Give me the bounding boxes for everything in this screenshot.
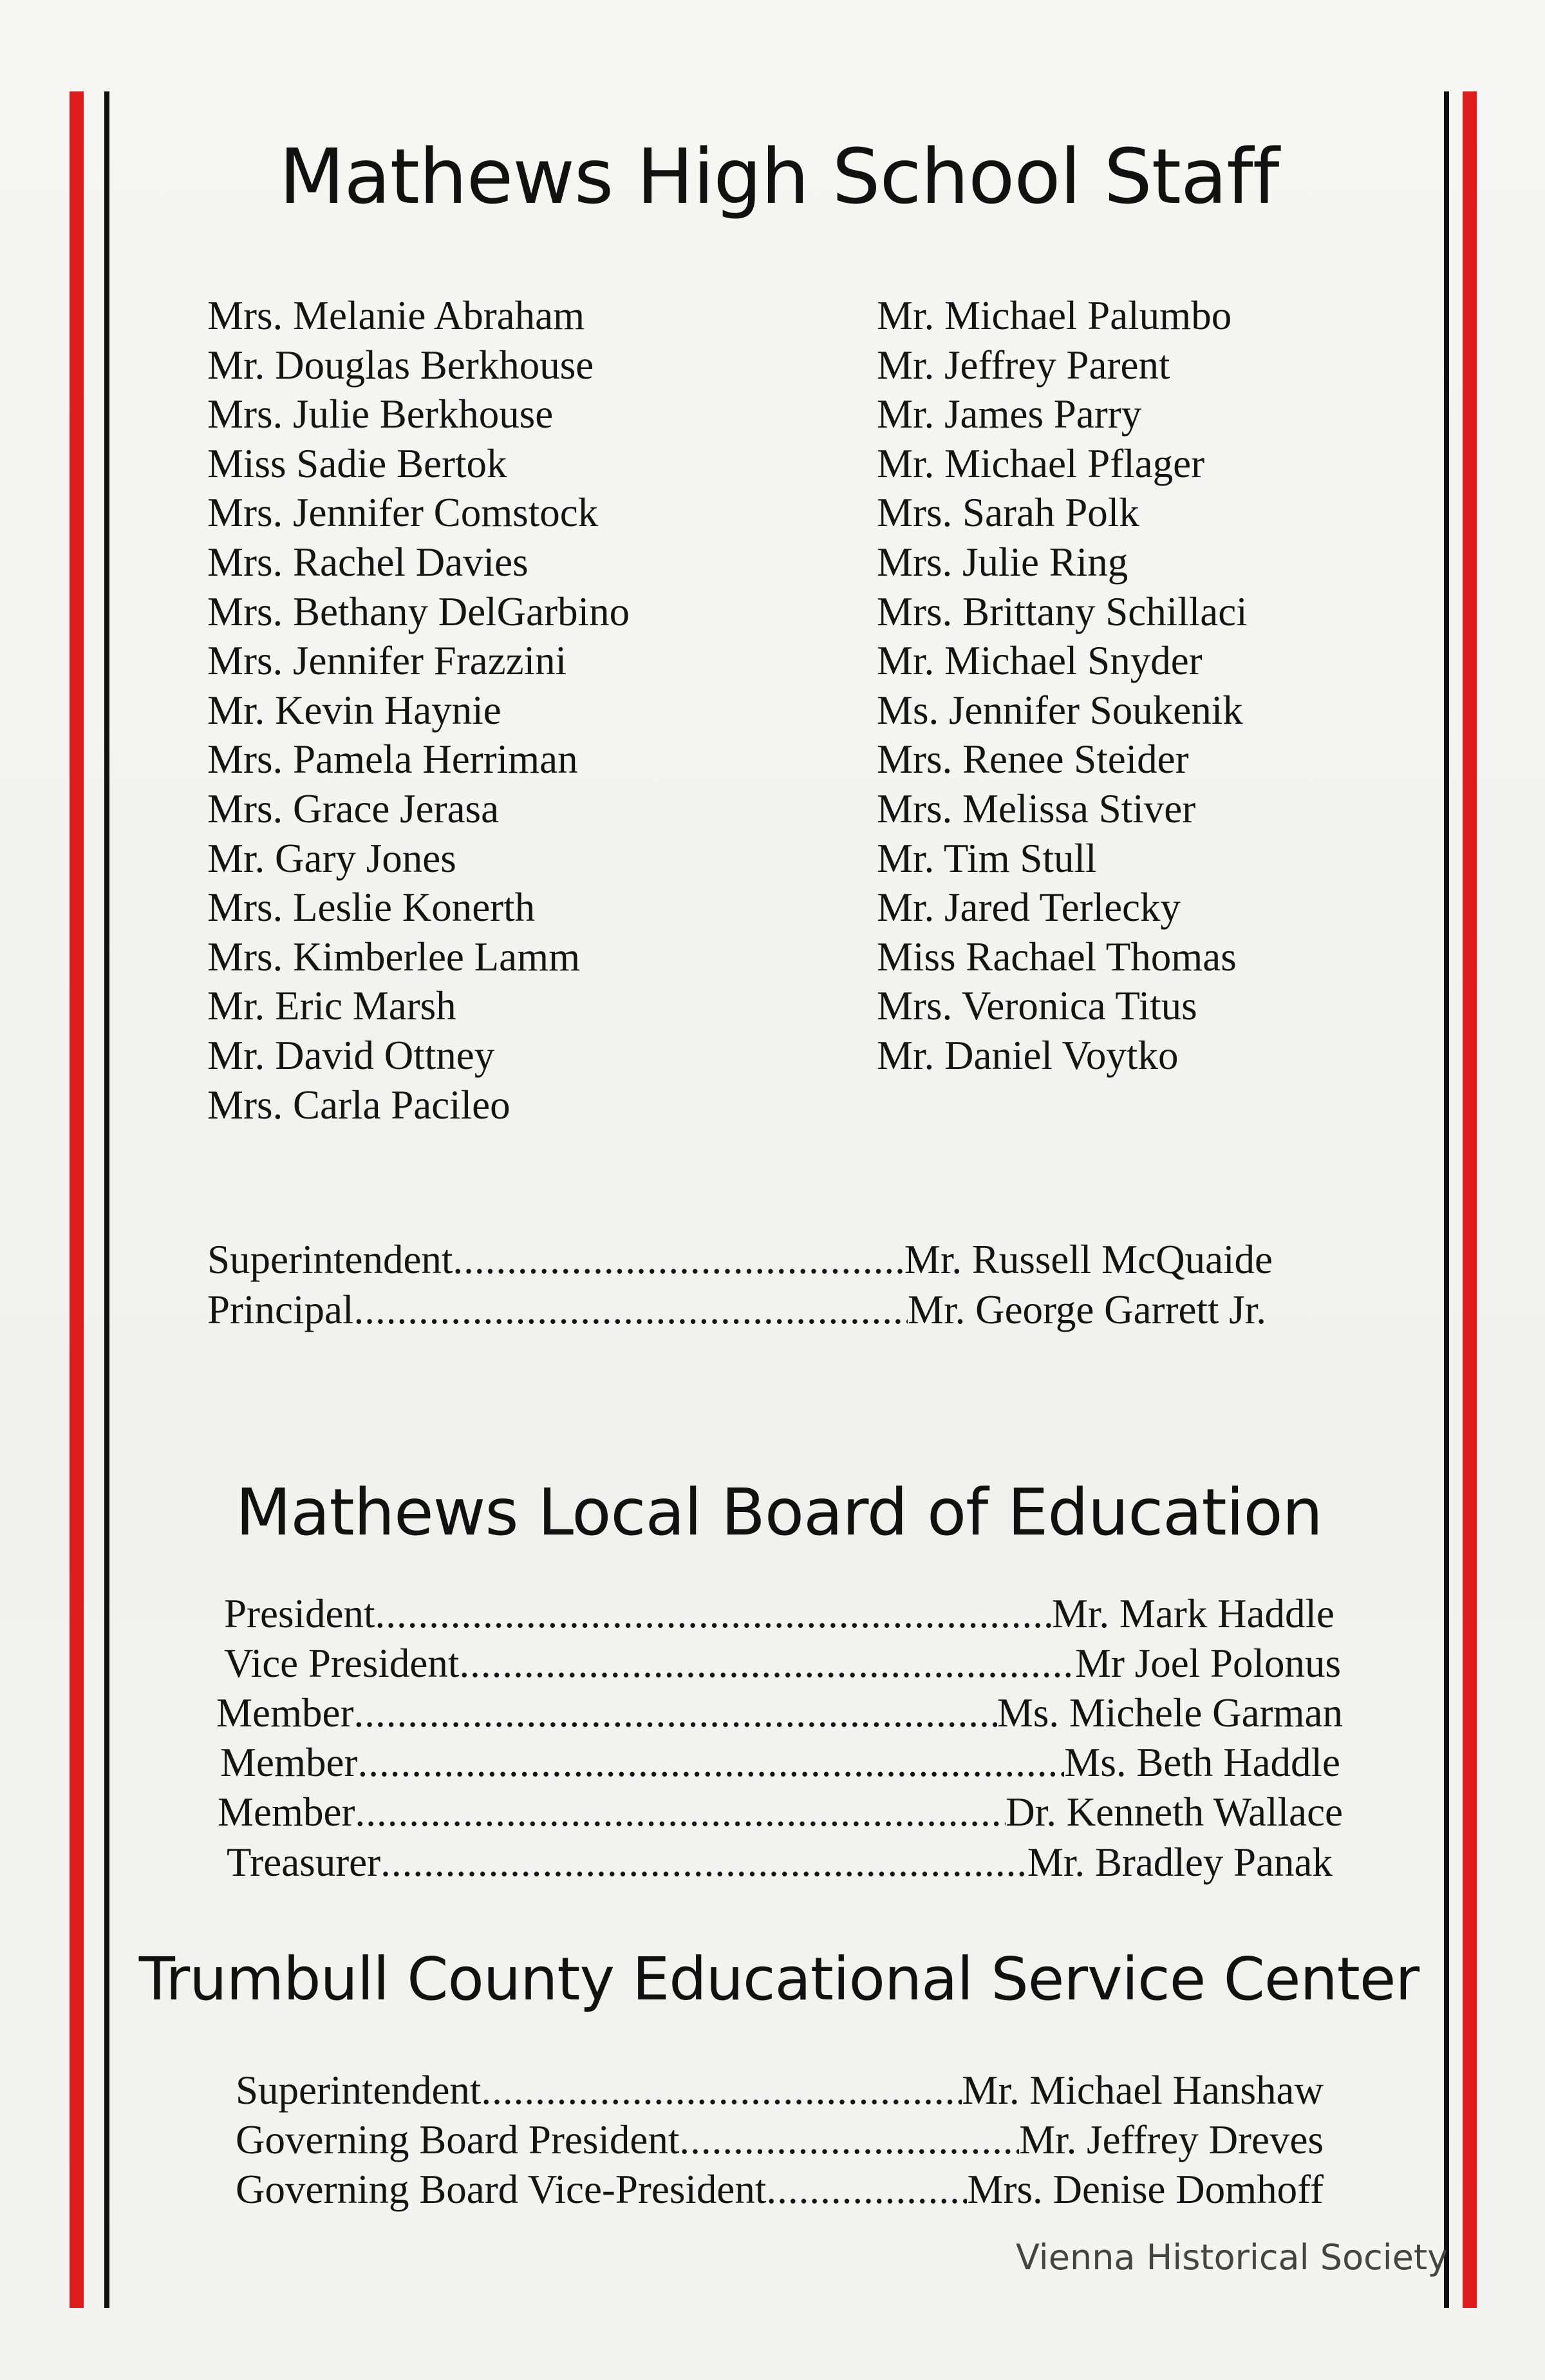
role-label: Superintendent bbox=[207, 1237, 453, 1282]
role-label: Superintendent bbox=[236, 2068, 482, 2113]
staff-member: Mrs. Melanie Abraham bbox=[207, 293, 585, 338]
right-red-border bbox=[1463, 91, 1477, 2308]
role-label: President bbox=[224, 1591, 375, 1636]
watermark: Vienna Historical Society bbox=[1016, 2237, 1448, 2278]
staff-member: Mr. James Parry bbox=[877, 392, 1142, 437]
role-label: Governing Board President bbox=[236, 2117, 680, 2162]
role-name: Mr Joel Polonus bbox=[1074, 1641, 1341, 1686]
staff-member: Mrs. Renee Steider bbox=[877, 737, 1189, 782]
role-name: Mr. Jeffrey Dreves bbox=[1019, 2117, 1324, 2162]
role-name: Ms. Beth Haddle bbox=[1064, 1740, 1340, 1785]
staff-member: Mr. Douglas Berkhouse bbox=[207, 342, 594, 388]
board-heading: Mathews Local Board of Education bbox=[235, 1475, 1323, 1550]
staff-member: Mrs. Julie Berkhouse bbox=[207, 392, 554, 437]
role-name: Ms. Michele Garman bbox=[997, 1690, 1343, 1735]
role-label: Treasurer bbox=[227, 1840, 381, 1885]
board-row bbox=[220, 1739, 1340, 1786]
staff-member: Mr. Michael Palumbo bbox=[877, 293, 1232, 338]
staff-member: Mr. Eric Marsh bbox=[207, 983, 456, 1029]
right-black-border bbox=[1444, 91, 1449, 2308]
role-name: Dr. Kenneth Wallace bbox=[1006, 1790, 1343, 1835]
staff-member: Mrs. Carla Pacileo bbox=[207, 1082, 510, 1128]
superintendent-row bbox=[207, 1236, 1273, 1283]
staff-list-right bbox=[877, 291, 1248, 1081]
tcesc-row bbox=[236, 2117, 1324, 2164]
role-label: Member bbox=[216, 1690, 354, 1735]
board-row bbox=[224, 1640, 1341, 1687]
staff-member: Mrs. Brittany Schillaci bbox=[877, 589, 1248, 634]
principal-row bbox=[207, 1287, 1266, 1334]
role-label: Governing Board Vice-President bbox=[236, 2167, 767, 2212]
staff-member: Miss Rachael Thomas bbox=[877, 934, 1237, 979]
board-row bbox=[216, 1690, 1343, 1737]
role-name: Mr. Bradley Panak bbox=[1027, 1840, 1333, 1885]
staff-member: Ms. Jennifer Soukenik bbox=[877, 687, 1243, 733]
staff-member: Mr. Michael Snyder bbox=[877, 638, 1203, 684]
staff-member: Mrs. Veronica Titus bbox=[877, 983, 1197, 1029]
staff-member: Mr. Daniel Voytko bbox=[877, 1032, 1179, 1078]
role-label: Principal bbox=[207, 1287, 354, 1332]
staff-member: Mrs. Julie Ring bbox=[877, 539, 1128, 585]
board-row bbox=[218, 1789, 1343, 1836]
role-name: Mr. Mark Haddle bbox=[1051, 1591, 1334, 1636]
board-row bbox=[227, 1839, 1333, 1886]
staff-member: Mrs. Sarah Polk bbox=[877, 490, 1139, 536]
tcesc-heading: Trumbull County Educational Service Center bbox=[138, 1945, 1419, 2014]
staff-member: Miss Sadie Bertok bbox=[207, 440, 507, 486]
staff-list-left bbox=[207, 291, 630, 1129]
staff-member: Mr. David Ottney bbox=[207, 1032, 495, 1078]
staff-member: Mrs. Grace Jerasa bbox=[207, 786, 500, 831]
staff-member: Mrs. Rachel Davies bbox=[207, 539, 529, 585]
staff-member: Mrs. Kimberlee Lamm bbox=[207, 934, 581, 979]
role-name: Mrs. Denise Domhoff bbox=[967, 2167, 1324, 2212]
role-label: Member bbox=[218, 1790, 355, 1835]
role-label: Vice President bbox=[224, 1641, 460, 1686]
tcesc-row bbox=[236, 2067, 1324, 2114]
staff-member: Mrs. Leslie Konerth bbox=[207, 885, 536, 930]
staff-member: Mr. Gary Jones bbox=[207, 835, 456, 881]
staff-member: Mrs. Pamela Herriman bbox=[207, 737, 578, 782]
role-name: Mr. Russell McQuaide bbox=[904, 1237, 1273, 1282]
staff-member: Mrs. Bethany DelGarbino bbox=[207, 589, 630, 634]
left-black-border bbox=[104, 91, 109, 2308]
staff-heading: Mathews High School Staff bbox=[279, 132, 1279, 221]
staff-member: Mr. Jared Terlecky bbox=[877, 885, 1181, 930]
role-name: Mr. Michael Hanshaw bbox=[962, 2068, 1324, 2113]
role-name: Mr. George Garrett Jr. bbox=[908, 1287, 1266, 1332]
board-row bbox=[224, 1591, 1334, 1638]
staff-member: Mr. Jeffrey Parent bbox=[877, 342, 1170, 388]
role-label: Member bbox=[220, 1740, 358, 1785]
staff-member: Mrs. Jennifer Comstock bbox=[207, 490, 599, 536]
staff-member: Mr. Michael Pflager bbox=[877, 440, 1205, 486]
staff-member: Mr. Kevin Haynie bbox=[207, 687, 501, 733]
staff-member: Mr. Tim Stull bbox=[877, 835, 1097, 881]
left-red-border bbox=[70, 91, 84, 2308]
staff-member: Mrs. Jennifer Frazzini bbox=[207, 638, 567, 684]
tcesc-row bbox=[236, 2166, 1324, 2213]
staff-member: Mrs. Melissa Stiver bbox=[877, 786, 1196, 831]
